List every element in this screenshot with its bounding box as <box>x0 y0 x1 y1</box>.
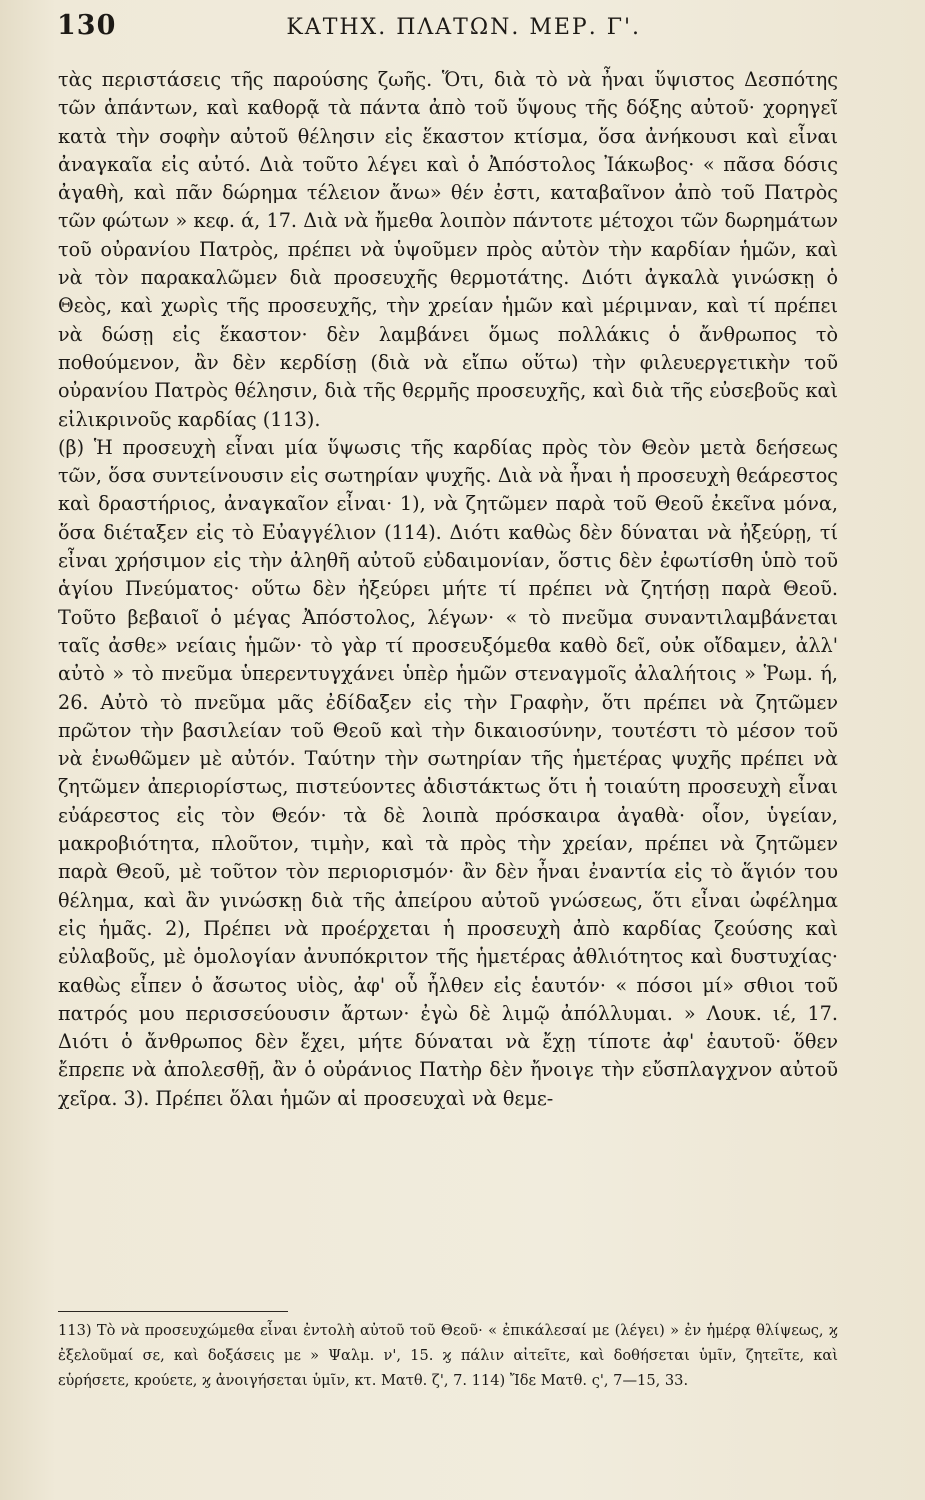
page-number: 130 <box>57 10 117 41</box>
paragraph-2: (β) Ἡ προσευχὴ εἶναι μία ὕψωσις τῆς καρδίας πρὸς τὸν Θεὸν μετὰ δεήσεως τῶν, ὅσα συντείνουσιν εἰς σωτηρίαν ψυχῆς. Διὰ νὰ ἦναι ἡ προσευχὴ θεάρεστος καὶ δραστήριος, ἀναγκαῖον εἶναι· 1), νὰ ζητῶμεν παρὰ τοῦ Θεοῦ ἐκεῖνα μόνα, ὅσα διέταξεν εἰς τὸ Εὐαγγέλιον (114). Διότι καθὼς δὲν δύναται νὰ ἠξεύρῃ, τί εἶναι χρήσιμον εἰς τὴν ἀληθῆ αὐτοῦ εὐδαιμονίαν, ὅστις δὲν ἐφωτίσθη ὑπὸ τοῦ ἁγίου Πνεύματος· οὕτω δὲν ἠξεύρει μήτε τί πρέπει νὰ ζητήσῃ παρὰ Θεοῦ. Τοῦτο βεβαιοῖ ὁ μέγας Ἀπόστολος, λέγων· « τὸ πνεῦμα συναντιλαμβάνεται ταῖς ἀσθε» νείαις ἡμῶν· τὸ γὰρ τί προσευξόμεθα καθὸ δεῖ, οὐκ οἴδαμεν, ἀλλ' αὐτὸ » τὸ πνεῦμα ὑπερεντυγχάνει ὑπὲρ ἡμῶν στεναγμοῖς ἀλαλήτοις » Ῥωμ. ή, 26. Αὐτὸ τὸ πνεῦμα μᾶς ἐδίδαξεν εἰς τὴν Γραφὴν, ὅτι πρέπει νὰ ζητῶμεν πρῶτον τὴν βασιλείαν τοῦ Θεοῦ καὶ τὴν δικαιοσύνην, τουτέστι τὸ μέσον τοῦ νὰ ἑνωθῶμεν μὲ αὐτόν. Ταύτην τὴν σωτηρίαν τῆς ἡμετέρας ψυχῆς πρέπει νὰ ζητῶμεν ἀπεριορίστως, πιστεύοντες ἀδιστάκτως ὅτι ἡ τοιαύτη προσευχὴ εἶναι εὐάρεστος εἰς τὸν Θεόν· τὰ δὲ λοιπὰ πρόσκαιρα ἀγαθὰ· οἷον, ὑγείαν, μακροβιότητα, πλοῦτον, τιμὴν, καὶ τὰ πρὸς τὴν χρείαν, πρέπει νὰ ζητῶμεν παρὰ Θεοῦ, μὲ τοῦτον τὸν περιορισμόν· ἂν δὲν ἦναι ἐναντία εἰς τὸ ἅγιόν του θέλημα, καὶ ἂν γινώσκῃ διὰ τῆς ἀπείρου αὐτοῦ γνώσεως, ὅτι εἶναι ὠφέλημα εἰς ἡμᾶς. 2), Πρέπει νὰ προέρχεται ἡ προσευχὴ ἀπὸ καρδίας ζεούσης καὶ εὐλαβοῦς, μὲ ὁμολογίαν ἀνυπόκριτον τῆς ἡμετέρας ἀθλιότητος καὶ δυστυχίας· καθὼς εἶπεν ὁ ἄσωτος υἱὸς, ἀφ' οὗ ἦλθεν εἰς ἑαυτόν· « πόσοι μί» σθιοι τοῦ πατρός μου περισσεύουσιν ἄρτων· ἐγὼ δὲ λιμῷ ἀπόλλυμαι. » Λουκ. ιέ, 17. Διότι ὁ ἄνθρωπος δὲν ἔχει, μήτε δύναται νὰ ἔχῃ τίποτε ἀφ' ἑαυτοῦ· ὅθεν ἔπρεπε νὰ ἀπολεσθῇ, ἂν ὁ οὐράνιος Πατὴρ δὲν ἤνοιγε τὴν εὔσπλαγχνον αὐτοῦ χεῖρα. 3). Πρέπει ὅλαι ἡμῶν αἱ προσευχαὶ νὰ θεμε- <box>58 435 838 1110</box>
main-text <box>58 66 838 1113</box>
paragraph-1: τὰς περιστάσεις τῆς παρούσης ζωῆς. Ὅτι, διὰ τὸ νὰ ἦναι ὕψιστος Δεσπότης τῶν ἁπάντων, καὶ καθορᾷ τὰ πάντα ἀπὸ τοῦ ὕψους τῆς δόξης αὐτοῦ· χορηγεῖ κατὰ τὴν σοφὴν αὐτοῦ θέλησιν εἰς ἕκαστον κτίσμα, ὅσα ἀνήκουσι καὶ εἶναι ἀναγκαῖα εἰς αὐτό. Διὰ τοῦτο λέγει καὶ ὁ Ἀπόστολος Ἰάκωβος· « πᾶσα δόσις ἀγαθὴ, καὶ πᾶν δώρημα τέλειον ἄνω» θέν ἐστι, καταβαῖνον ἀπὸ τοῦ Πατρὸς τῶν φώτων » κεφ. ά, 17. Διὰ νὰ ἤμεθα λοιπὸν πάντοτε μέτοχοι τῶν δωρημάτων τοῦ οὐρανίου Πατρὸς, πρέπει νὰ ὑψοῦμεν πρὸς αὐτὸν τὴν καρδίαν ἡμῶν, καὶ νὰ τὸν παρακαλῶμεν διὰ προσευχῆς θερμοτάτης. Διότι ἀγκαλὰ γινώσκῃ ὁ Θεὸς, καὶ χωρὶς τῆς προσευχῆς, τὴν χρείαν ἡμῶν καὶ μέριμναν, καὶ τί πρέπει νὰ δώσῃ εἰς ἕκαστον· δὲν λαμβάνει ὅμως πολλάκις ὁ ἄνθρωπος τὸ ποθούμενον, ἂν δὲν κερδίσῃ (διὰ νὰ εἴπω οὕτω) τὴν φιλευεργετικὴν τοῦ οὐρανίου Πατρὸς θέλησιν, διὰ τῆς θερμῆς προσευχῆς, καὶ διὰ τῆς εὐσεβοῦς καὶ εἰλικρινοῦς καρδίας (113). <box>58 68 838 431</box>
footnotes <box>58 1318 838 1393</box>
page-header <box>57 10 847 50</box>
footnote-rule <box>58 1311 288 1312</box>
footnote-text: 113) Τὸ νὰ προσευχώμεθα εἶναι ἐντολὴ αὐτοῦ τοῦ Θεοῦ· « ἐπικάλεσαί με (λέγει) » ἐν ἡμέρᾳ θλίψεως, ϗ ἐξελοῦμαί σε, καὶ δοξάσεις με » Ψαλμ. ν', 15. ϗ πάλιν αἰτεῖτε, καὶ δοθήσεται ὑμῖν, ζητεῖτε, καὶ εὑρήσετε, κρούετε, ϗ ἀνοιγήσεται ὑμῖν, κτ. Ματθ. ζ', 7. 114) Ἴδε Ματθ. ς', 7—15, 33. <box>58 1322 838 1389</box>
running-head: ΚΑΤΗΧ. ΠΛΑΤΩΝ. ΜΕΡ. Γ'. <box>286 15 641 40</box>
